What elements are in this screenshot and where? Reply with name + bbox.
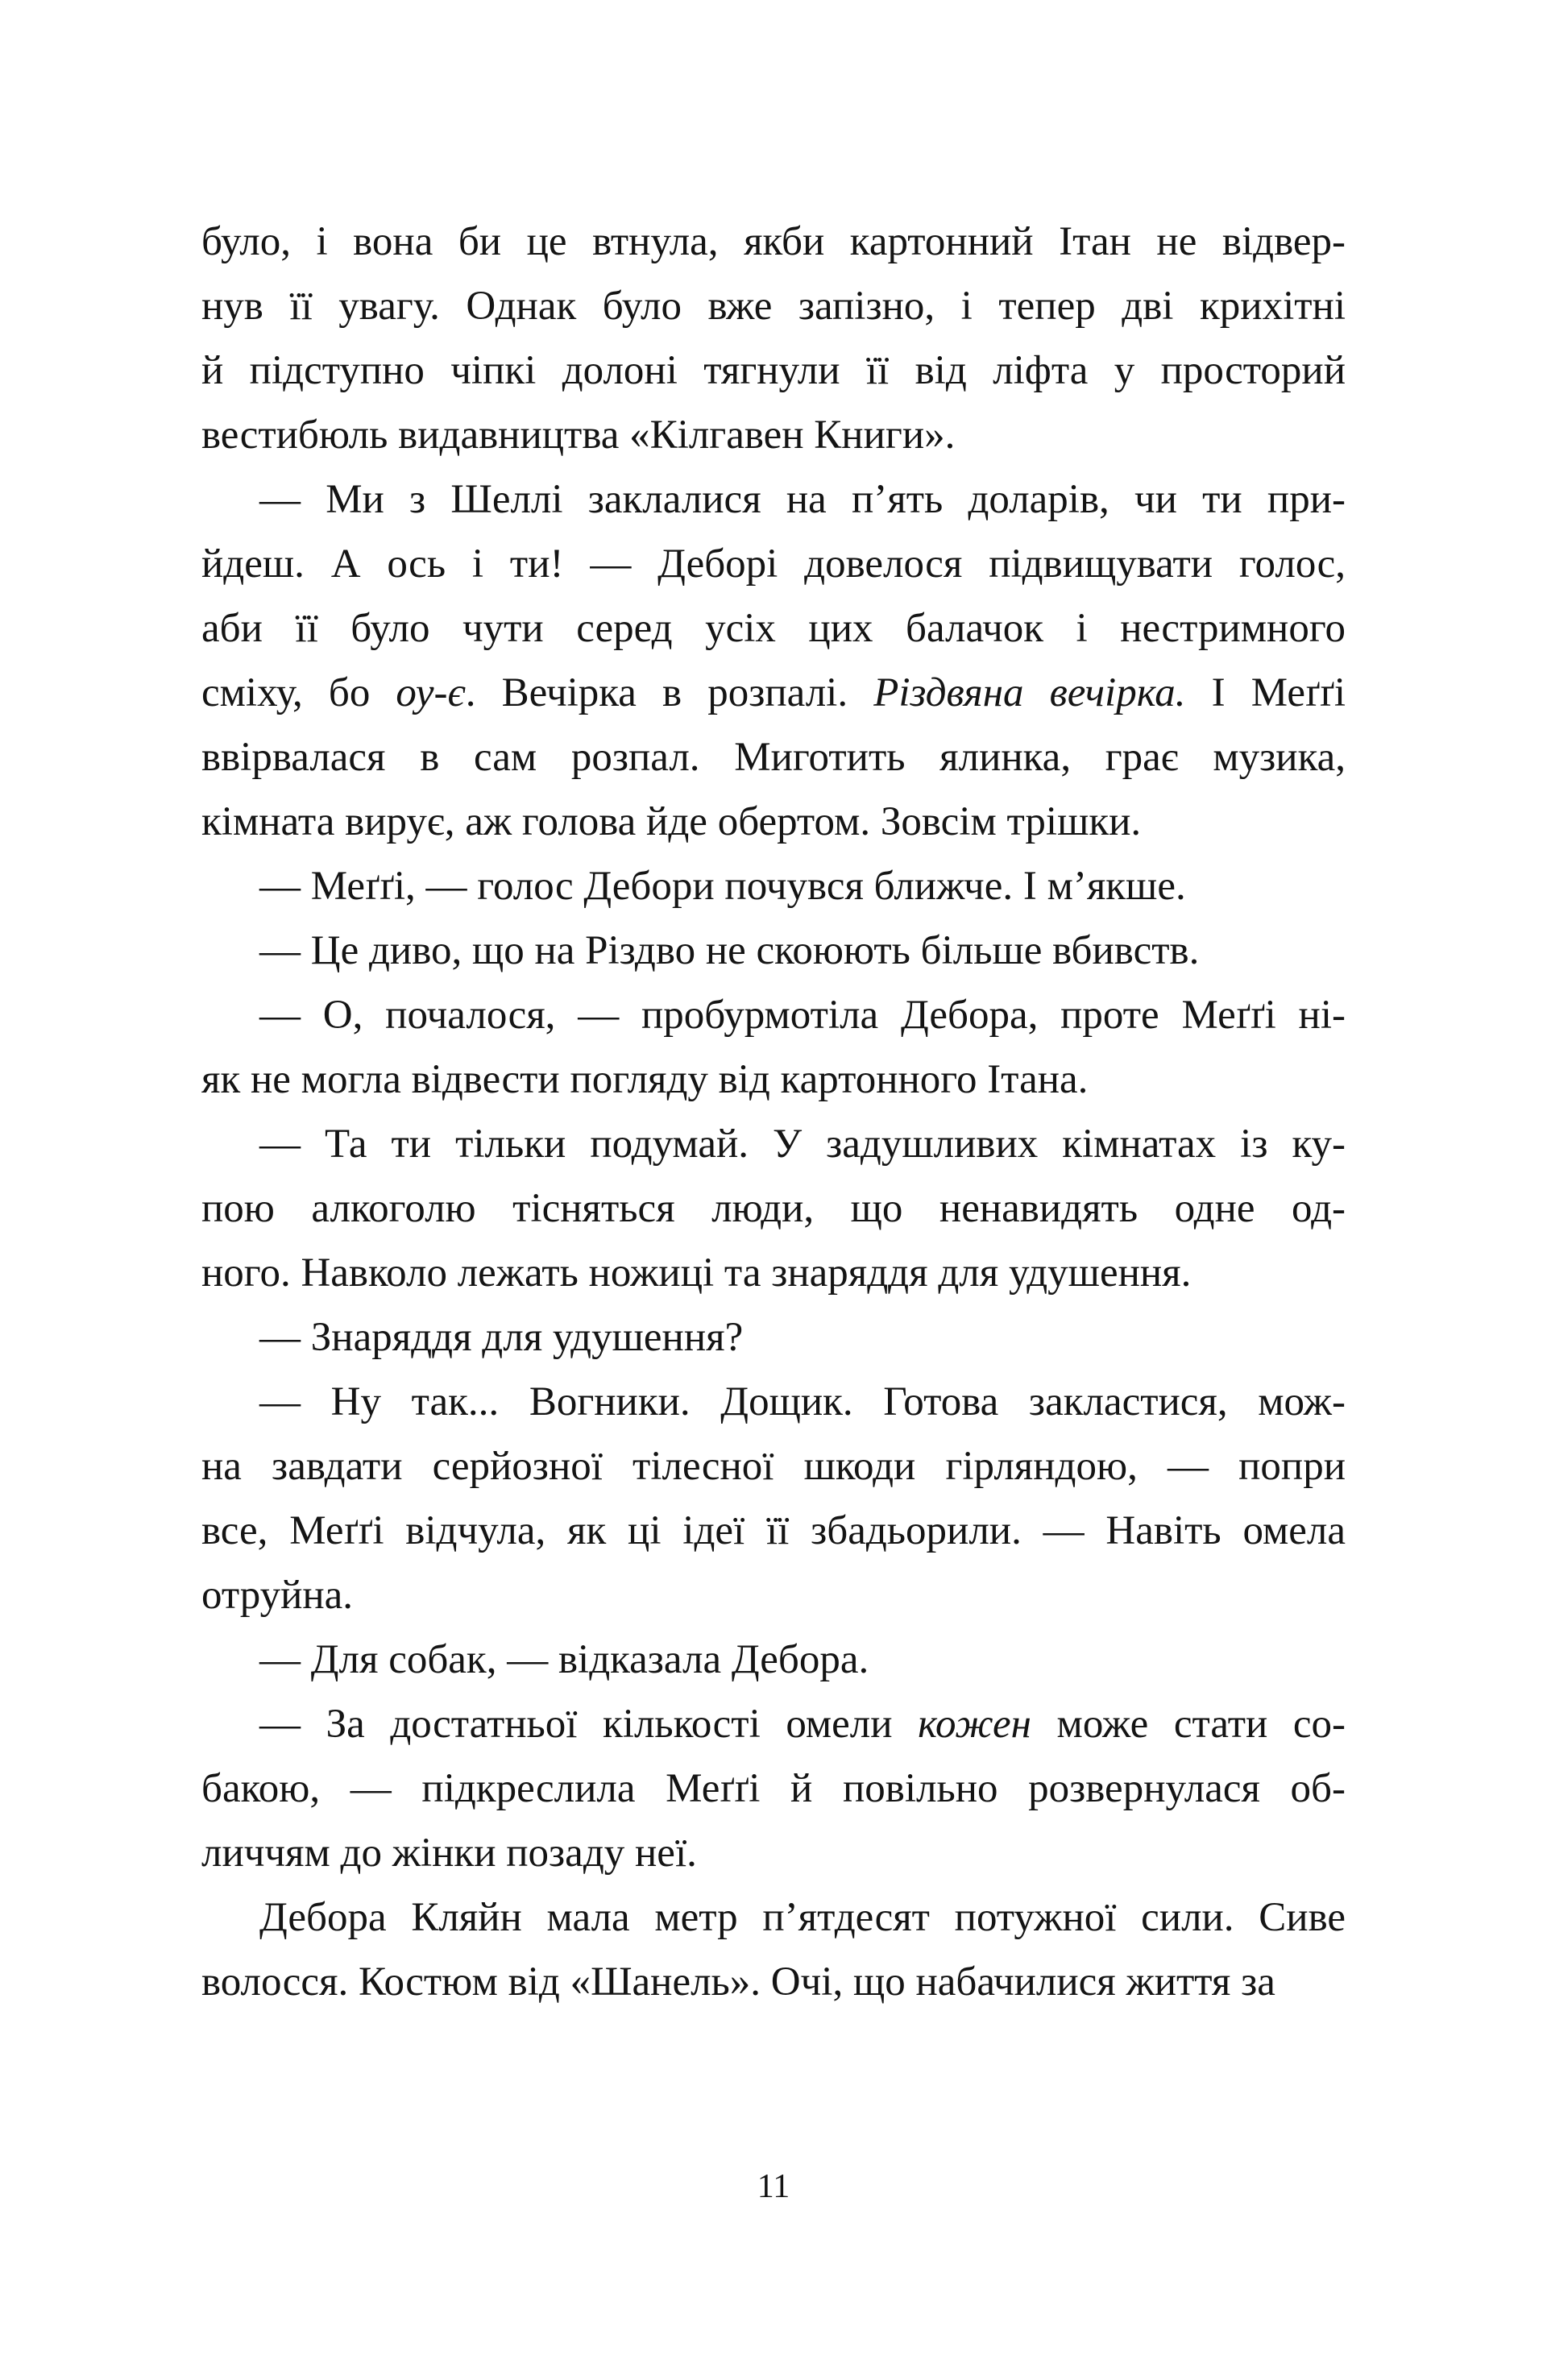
text-segment: І Меґґі — [1185, 670, 1346, 715]
text-line — [201, 274, 1346, 338]
text-segment: бакою, — підкреслила Меґґі й повільно розвернулася об- — [201, 1766, 1346, 1811]
text-segment: все, Меґґі відчула, як ці ідеї її збадьорили. — Навіть омела — [201, 1508, 1346, 1553]
text-line — [201, 209, 1346, 274]
text-segment: йдеш. А ось і ти! — Деборі довелося підвищувати голос, — [201, 541, 1346, 587]
text-line — [201, 725, 1346, 790]
text-line — [201, 790, 1346, 854]
text-segment: кімната вирує, аж голова йде обертом. Зовсім трішки. — [201, 799, 1142, 844]
text-line — [201, 1692, 1346, 1756]
text-line — [201, 1112, 1346, 1176]
text-line — [201, 596, 1346, 661]
text-line — [201, 403, 1346, 467]
text-segment: — Для собак, — відказала Дебора. — [259, 1637, 869, 1682]
page-text-block — [201, 209, 1346, 2014]
text-segment: личчям до жінки позаду неї. — [201, 1831, 697, 1876]
italic-text-segment: оу-є — [396, 670, 466, 715]
text-segment: — О, почалося, — пробурмотіла Дебора, проте Меґґі ні- — [259, 993, 1346, 1038]
text-segment: — Ми з Шеллі заклалися на п’ять доларів, чи ти при- — [259, 477, 1346, 522]
text-segment: було, і вона би це втнула, якби картонний Ітан не відвер- — [201, 219, 1346, 264]
italic-text-segment: Різдвяна вечірка. — [873, 670, 1186, 715]
text-segment: аби її було чути серед усіх цих балачок і нестримного — [201, 606, 1346, 651]
text-line — [201, 918, 1346, 983]
text-line — [201, 1047, 1346, 1112]
text-segment: на завдати серйозної тілесної шкоди гірляндою, — попри — [201, 1444, 1346, 1489]
text-segment: ного. Навколо лежать ножиці та знаряддя для удушення. — [201, 1250, 1192, 1296]
text-segment: — За достатньої кількості омели — [259, 1702, 919, 1747]
text-segment: — Та ти тільки подумай. У задушливих кімнатах із ку- — [259, 1122, 1346, 1167]
text-line — [201, 854, 1346, 918]
text-segment: — Ну так... Вогники. Дощик. Готова закластися, мож- — [259, 1379, 1346, 1424]
text-segment: . Вечірка в розпалі. — [465, 670, 874, 715]
page-number: 11 — [757, 2168, 790, 2205]
text-line — [201, 661, 1346, 725]
text-line — [201, 1305, 1346, 1370]
text-segment: — Це диво, що на Різдво не скоюють більше вбивств. — [259, 928, 1200, 973]
text-segment: вестибюль видавництва «Кілгавен Книги». — [201, 413, 956, 458]
text-line — [201, 1499, 1346, 1563]
text-segment: отруйна. — [201, 1573, 354, 1618]
text-segment: може стати со- — [1031, 1702, 1346, 1747]
text-line — [201, 1176, 1346, 1241]
text-segment: як не могла відвести погляду від картонного Ітана. — [201, 1057, 1089, 1102]
text-line — [201, 1434, 1346, 1499]
text-line — [201, 338, 1346, 403]
text-segment: Дебора Кляйн мала метр п’ятдесят потужної сили. Сиве — [259, 1895, 1346, 1940]
text-line — [201, 1821, 1346, 1885]
text-line — [201, 467, 1346, 532]
text-line — [201, 1756, 1346, 1821]
text-segment: ввірвалася в сам розпал. Миготить ялинка, грає музика, — [201, 735, 1346, 780]
italic-text-segment: кожен — [918, 1702, 1031, 1747]
text-segment: — Меґґі, — голос Дебори почувся ближче. І м’якше. — [259, 864, 1186, 909]
text-line — [201, 1241, 1346, 1305]
text-line — [201, 1950, 1346, 2014]
text-line — [201, 1885, 1346, 1950]
text-segment: й підступно чіпкі долоні тягнули її від ліфта у просторий — [201, 348, 1346, 393]
text-line — [201, 1563, 1346, 1627]
text-line — [201, 1627, 1346, 1692]
text-line — [201, 1370, 1346, 1434]
text-line — [201, 983, 1346, 1047]
text-segment: нув її увагу. Однак було вже запізно, і тепер дві крихітні — [201, 284, 1346, 329]
text-segment: — Знаряддя для удушення? — [259, 1315, 744, 1360]
text-segment: сміху, бо — [201, 670, 396, 715]
text-segment: волосся. Костюм від «Шанель». Очі, що набачилися життя за — [201, 1959, 1275, 2005]
text-line — [201, 532, 1346, 596]
text-segment: пою алкоголю тісняться люди, що ненавидять одне од- — [201, 1186, 1346, 1231]
